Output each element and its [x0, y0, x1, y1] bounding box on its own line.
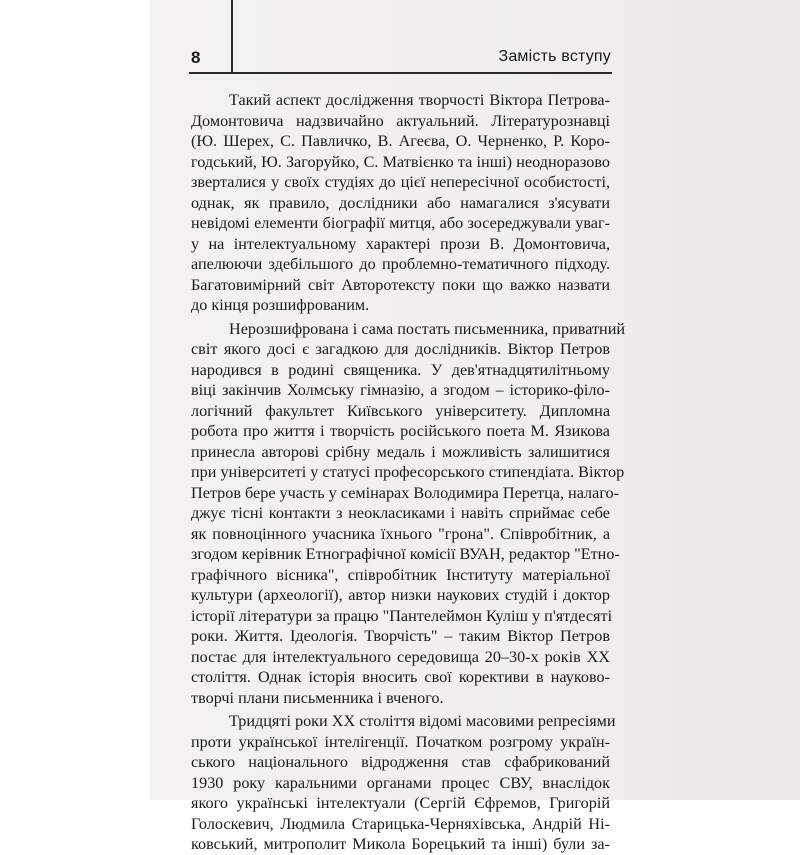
text-line: роки. Життя. Ідеологія. Творчість" – таким Віктор Петров — [191, 627, 610, 645]
text-line: якого українські інтелектуали (Сергій Єфремов, Григорій — [191, 794, 610, 812]
page-margin-left — [0, 0, 150, 800]
text-line: культури (археології), автор низки наукових студій і доктор — [191, 586, 610, 604]
text-line: у на інтелектуальному характері прози В. Домонтовича, — [191, 234, 610, 253]
text-line: Голоскевич, Людмила Старицька-Черняхівська, Андрій Ні- — [191, 814, 610, 833]
text-line: робота про життя і творчість російського поета М. Язикова — [191, 422, 610, 440]
text-line: Тридцяті роки XX століття відомі масовими репресіями — [229, 712, 616, 730]
text-line: Нерозшифрована і сама постать письменника, приватний — [229, 319, 626, 338]
text-line: віці закінчив Холмську гімназію, а згодом – історико-філо- — [191, 381, 610, 399]
body-text — [191, 90, 626, 855]
paragraph — [191, 319, 626, 709]
text-line: апелюючи здебільшого до проблемно-тематичного підходу. — [191, 255, 610, 273]
paragraph — [191, 90, 610, 316]
text-line: ського національного відродження став сфабрикований — [191, 753, 610, 771]
text-line: століття. Однак історія вносить свої корективи в науково- — [191, 668, 610, 686]
running-title: Замість вступу — [498, 48, 611, 65]
text-line: Такий аспект дослідження творчості Віктора Петрова- — [229, 91, 610, 109]
page-header — [191, 48, 611, 72]
text-line: згодом керівник Етнографічної комісії ВУАН, редактор "Етно- — [191, 545, 620, 563]
text-line: при університеті у статусі професорського стипендіата. Віктор — [191, 463, 625, 481]
text-line: світ якого досі є загадкою для дослідників. Віктор Петров — [191, 340, 610, 358]
text-line: невідомі елементи біографії митця, або зосереджували уваг- — [191, 214, 610, 232]
text-line: 1930 року каральними органами процес СВУ, внаслідок — [191, 773, 610, 792]
page-number: 8 — [191, 48, 201, 67]
text-line: проти української інтелігенції. Початком розгрому україн- — [191, 732, 610, 751]
text-line: народився в родині священика. У дев'ятнадцятилітньому — [191, 360, 610, 379]
text-line: до кінця розшифрованим. — [191, 296, 370, 314]
text-line: Петров бере участь у семінарах Володимира Перетца, налаго- — [191, 483, 620, 502]
text-line: графічного вісника", співробітник Інституту матеріальної — [191, 565, 610, 584]
text-line: принесла авторові срібну медаль і можливість залишитися — [191, 442, 610, 461]
text-line: ковський, митрополит Микола Борецький та інші) були за- — [191, 835, 610, 853]
text-line: джує тісні контакти з неокласиками і навіть сприймає себе — [191, 504, 610, 522]
text-line: як повноцінного учасника їхнього "грона". Співробітник, а — [191, 524, 610, 543]
text-line: постає для інтелектуального середовища 20–30-х років XX — [191, 647, 610, 666]
text-line: (Ю. Шерех, С. Павличко, В. Агеєва, О. Черненко, Р. Коро- — [191, 132, 610, 150]
text-line: Домонтовича надзвичайно актуальний. Літературознавці — [191, 111, 610, 130]
header-rule — [189, 72, 612, 74]
text-line: історії літератури за працю "Пантелеймон Куліш у п'ятдесяті — [191, 606, 613, 625]
text-line: Багатовимірний світ Авторотексту поки що важко назвати — [191, 275, 610, 294]
text-line: однак, як правило, дослідники або намагалися з'ясувати — [191, 193, 610, 212]
paragraph — [191, 711, 616, 855]
text-line: логічний факультет Київського університету. Дипломна — [191, 401, 610, 420]
text-line: творчі плани письменника і вченого. — [191, 688, 444, 707]
text-line: годський, Ю. Загоруйко, С. Матвієнко та інші) неодноразово — [191, 152, 610, 171]
text-line: зверталися у своїх студіях до цієї непересічної особистості, — [191, 173, 610, 191]
